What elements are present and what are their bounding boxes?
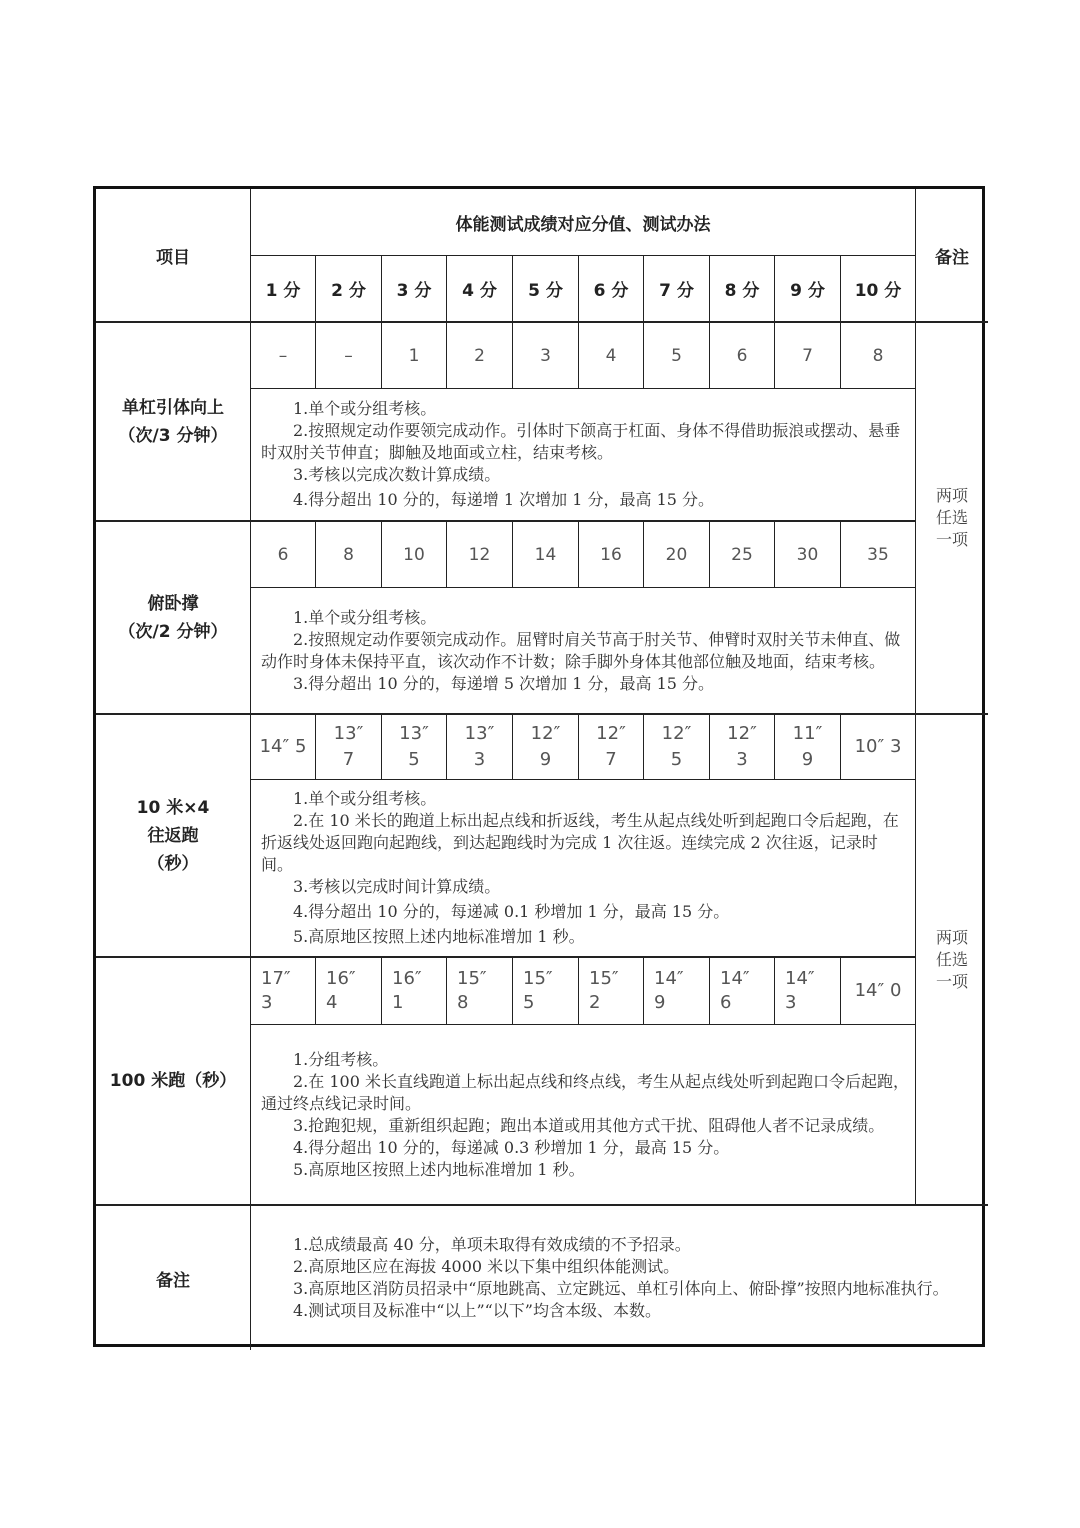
score-cell [579, 715, 644, 780]
score-value-tenths: 7 [605, 749, 617, 770]
score-cell [382, 958, 447, 1025]
score-value-tenths: 7 [342, 749, 355, 770]
score-header: 6 分 [579, 256, 644, 323]
score-value-tenths: 3 [473, 749, 486, 770]
desc-line: 2.按照规定动作要领完成动作。屈臂时肩关节高于肘关节、伸臂时双肘关节未伸直、做动作时身体未保持平直，该次动作不计数；除手脚外身体其他部位触及地面，结束考核。 [261, 629, 901, 671]
score-value: 17″ [261, 968, 291, 989]
score-cell [316, 958, 382, 1025]
score-cell [710, 715, 775, 780]
item-description [251, 588, 916, 715]
score-value: 10″ 3 [854, 736, 902, 757]
desc-line: 5.高原地区按照上述内地标准增加 1 秒。 [293, 1159, 585, 1179]
score-cell: 8 [316, 522, 382, 588]
score-value-tenths: 8 [457, 992, 469, 1013]
score-value: 14″ 5 [259, 736, 307, 757]
score-cell: 6 [251, 522, 316, 588]
score-cell [710, 958, 775, 1025]
item-name-2: 往返跑 [147, 825, 199, 846]
item-pullup [96, 323, 251, 522]
score-value-tenths: 6 [720, 992, 732, 1013]
score-value: 15″ [523, 968, 553, 989]
item-description [251, 1025, 916, 1206]
score-value: 13″ [399, 723, 429, 744]
score-cell: – [316, 323, 382, 389]
note-line: 两项 [935, 486, 968, 505]
desc-line: 2.按照规定动作要领完成动作。引体时下颌高于杠面、身体不得借助振浪或摆动、悬垂时双肘关节伸直；脚触及地面或立柱，结束考核。 [261, 421, 901, 462]
score-value-tenths: 5 [670, 749, 683, 770]
score-cell: 16 [579, 522, 644, 588]
note-line: 两项 [935, 927, 968, 947]
score-value-tenths: 1 [392, 992, 404, 1013]
item-name: 100 米跑（秒） [109, 1071, 237, 1091]
item-unit: （次/2 分钟） [118, 621, 228, 642]
score-value: 15″ [589, 968, 619, 989]
score-value-tenths: 9 [654, 992, 666, 1013]
score-cell [513, 715, 579, 780]
score-value-tenths: 3 [736, 749, 748, 770]
score-cell [644, 958, 710, 1025]
score-cell [251, 958, 316, 1025]
score-value: 14″ 0 [854, 980, 902, 1001]
score-cell: 8 [841, 323, 916, 389]
score-cell [316, 715, 382, 780]
note-line: 一项 [935, 530, 968, 549]
score-cell: 4 [579, 323, 644, 389]
score-cell [447, 958, 513, 1025]
score-cell: 30 [775, 522, 841, 588]
desc-line: 3.考核以完成次数计算成绩。 [293, 465, 501, 484]
score-value: 14″ [654, 968, 684, 989]
desc-line: 5.高原地区按照上述内地标准增加 1 秒。 [293, 927, 585, 946]
score-value: 11″ [792, 723, 823, 744]
score-header: 2 分 [316, 256, 382, 323]
desc-line: 3.得分超出 10 分的，每递增 5 次增加 1 分，最高 15 分。 [293, 673, 715, 693]
note-line: 任选 [935, 508, 968, 527]
score-cell [513, 958, 579, 1025]
desc-line: 1.分组考核。 [293, 1049, 389, 1069]
score-header: 10 分 [841, 256, 916, 323]
score-value: 14″ [785, 968, 815, 989]
desc-line: 1.单个或分组考核。 [293, 607, 437, 627]
score-value-tenths: 5 [408, 749, 420, 770]
fitness-test-table [93, 186, 985, 1347]
score-value: 12″ [530, 723, 561, 744]
score-value: 14″ [720, 968, 750, 989]
score-cell [251, 715, 316, 780]
item-100m-run [96, 958, 251, 1206]
score-cell: 10 [382, 522, 447, 588]
score-value-tenths: 9 [801, 749, 814, 770]
score-cell: 25 [710, 522, 775, 588]
header-remark: 备注 [916, 189, 988, 323]
remarks-label: 备注 [96, 1206, 251, 1350]
item-name: 俯卧撑 [147, 593, 199, 614]
remark-line: 4.测试项目及标准中“以上”“以下”均含本级、本数。 [293, 1301, 661, 1320]
remark-line: 2.高原地区应在海拔 4000 米以下集中组织体能测试。 [293, 1257, 680, 1276]
score-value: 16″ [326, 968, 356, 989]
score-cell: 1 [382, 323, 447, 389]
item-name: 10 米×4 [136, 797, 210, 818]
desc-line: 4.得分超出 10 分的，每递减 0.1 秒增加 1 分，最高 15 分。 [293, 902, 730, 921]
score-cell [841, 958, 916, 1025]
score-cell [644, 715, 710, 780]
score-cell: 3 [513, 323, 579, 389]
header-group-title: 体能测试成绩对应分值、测试办法 [251, 189, 916, 256]
score-cell: 14 [513, 522, 579, 588]
item-description [251, 389, 916, 522]
score-value-tenths: 3 [261, 992, 273, 1013]
desc-line: 3.考核以完成时间计算成绩。 [293, 877, 501, 896]
score-cell: 2 [447, 323, 513, 389]
score-value: 13″ [333, 723, 364, 744]
item-unit: （次/3 分钟） [118, 425, 228, 446]
score-header: 5 分 [513, 256, 579, 323]
note-line: 一项 [935, 971, 968, 991]
score-cell [775, 715, 841, 780]
score-value-tenths: 9 [539, 749, 552, 770]
note-line: 任选 [935, 949, 968, 969]
score-value: 12″ [596, 723, 626, 744]
item-unit: （秒） [147, 853, 199, 874]
choose-one-note [916, 715, 988, 1206]
remarks-content [251, 1206, 988, 1350]
remark-line: 1.总成绩最高 40 分，单项未取得有效成绩的不予招录。 [293, 1235, 691, 1254]
score-header: 4 分 [447, 256, 513, 323]
score-header: 3 分 [382, 256, 447, 323]
desc-line: 3.抢跑犯规，重新组织起跑；跑出本道或用其他方式干扰、阻碍他人者不记录成绩。 [293, 1115, 885, 1135]
score-value-tenths: 3 [785, 992, 797, 1013]
score-value: 15″ [457, 968, 487, 989]
score-cell: 7 [775, 323, 841, 389]
score-header: 1 分 [251, 256, 316, 323]
score-cell: 20 [644, 522, 710, 588]
score-cell: 6 [710, 323, 775, 389]
score-header: 7 分 [644, 256, 710, 323]
score-cell [382, 715, 447, 780]
header-item: 项目 [96, 189, 251, 323]
score-header: 9 分 [775, 256, 841, 323]
score-value: 16″ [392, 968, 422, 989]
choose-one-note [916, 323, 988, 715]
score-cell: – [251, 323, 316, 389]
desc-line: 1.单个或分组考核。 [293, 399, 437, 418]
score-value-tenths: 4 [326, 992, 338, 1013]
item-description [251, 780, 916, 958]
desc-line: 4.得分超出 10 分的，每递减 0.3 秒增加 1 分，最高 15 分。 [293, 1137, 730, 1157]
desc-line: 2.在 10 米长的跑道上标出起点线和折返线，考生从起点线处听到起跑口令后起跑，在折返线处返回跑向起跑线，到达起跑线时为完成 1 次往返。连续完成 2 次往返，记录时间。 [261, 811, 899, 874]
remark-line: 3.高原地区消防员招录中“原地跳高、立定跳远、单杠引体向上、俯卧撑”按照内地标准执行。 [293, 1279, 949, 1298]
score-header: 8 分 [710, 256, 775, 323]
score-value-tenths: 2 [589, 992, 601, 1013]
item-pushup [96, 522, 251, 715]
score-cell [775, 958, 841, 1025]
score-cell: 12 [447, 522, 513, 588]
score-value-tenths: 5 [523, 992, 535, 1013]
score-cell [579, 958, 644, 1025]
item-shuttle-run [96, 715, 251, 958]
score-cell [447, 715, 513, 780]
desc-line: 4.得分超出 10 分的，每递增 1 次增加 1 分，最高 15 分。 [293, 490, 715, 509]
score-cell: 5 [644, 323, 710, 389]
score-value: 13″ [464, 723, 495, 744]
score-value: 12″ [661, 723, 692, 744]
score-cell [841, 715, 916, 780]
score-value: 12″ [727, 723, 757, 744]
desc-line: 2.在 100 米长直线跑道上标出起点线和终点线，考生从起点线处听到起跑口令后起跑，通过终点线记录时间。 [261, 1071, 909, 1113]
score-cell: 35 [841, 522, 916, 588]
desc-line: 1.单个或分组考核。 [293, 789, 437, 808]
item-name: 单杠引体向上 [122, 397, 224, 418]
